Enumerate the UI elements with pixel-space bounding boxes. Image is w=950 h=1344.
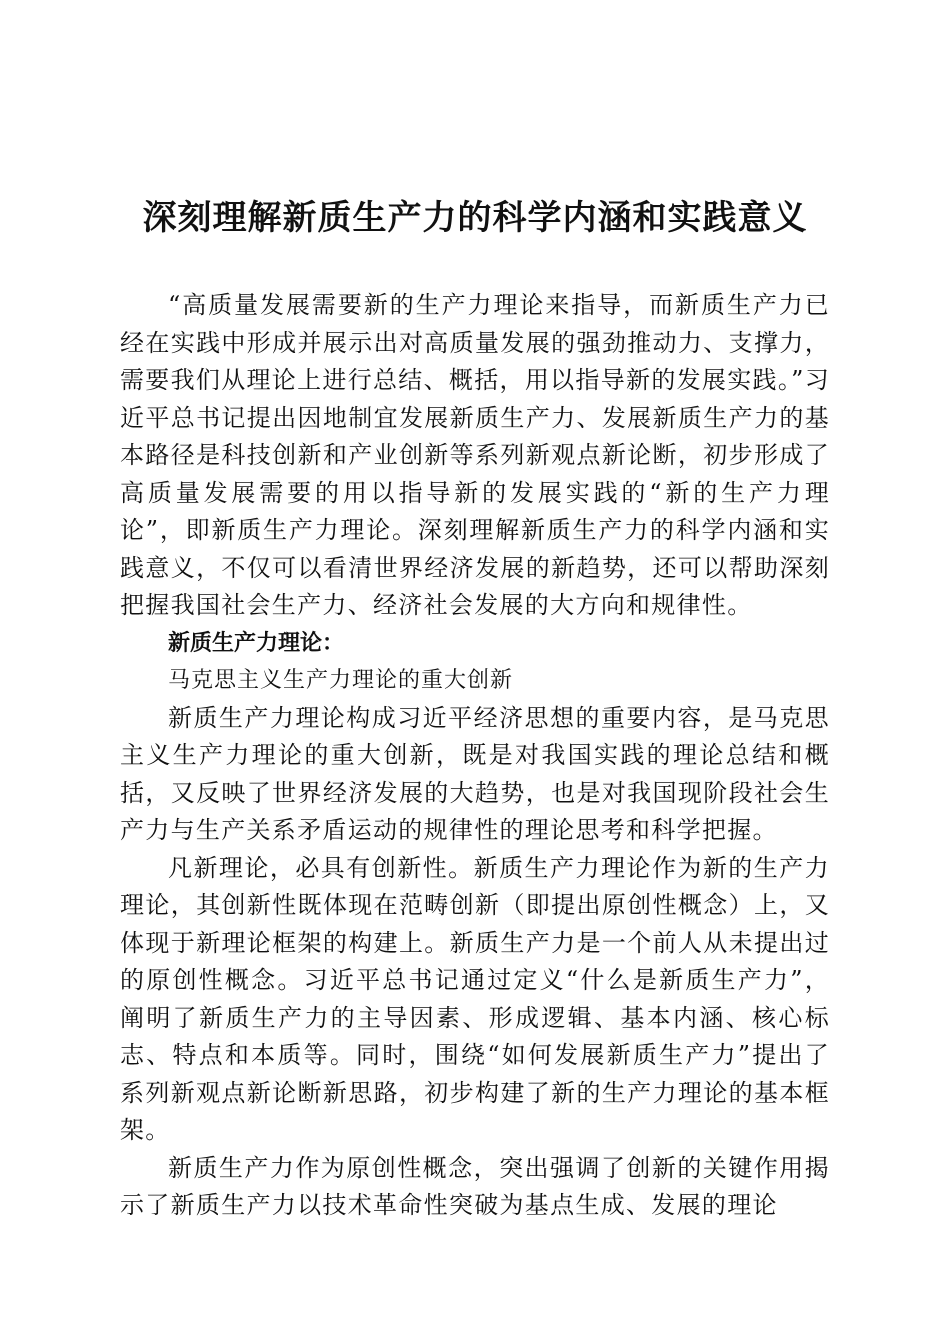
paragraph-original-concept: 新质生产力作为原创性概念，突出强调了创新的关键作用揭示了新质生产力以技术革命性突破为基点生成、发展的理论 xyxy=(120,1153,830,1219)
document-title: 深刻理解新质生产力的科学内涵和实践意义 xyxy=(142,198,808,238)
document-body xyxy=(120,287,830,1225)
paragraph-theory: 新质生产力理论构成习近平经济思想的重要内容，是马克思主义生产力理论的重大创新，既是对我国实践的理论总结和概括，又反映了世界经济发展的大趋势，也是对我国现阶段社会生产力与生产关系矛盾运动的规律性的理论思考和科学把握。 xyxy=(120,703,830,844)
section-heading: 新质生产力理论： xyxy=(168,630,345,656)
document-page xyxy=(120,0,830,1344)
paragraph-intro: “高质量发展需要新的生产力理论来指导，而新质生产力已经在实践中形成并展示出对高质量发展的强劲推动力、支撑力，需要我们从理论上进行总结、概括，用以指导新的发展实践。”习近平总书记提出因地制宜发展新质生产力、发展新质生产力的基本路径是科技创新和产业创新等系列新观点新论断，初步形成了高质量发展需要的用以指导新的发展实践的“新的生产力理论”，即新质生产力理论。深刻理解新质生产力的科学内涵和实践意义，不仅可以看清世界经济发展的新趋势，还可以帮助深刻把握我国社会生产力、经济社会发展的大方向和规律性。 xyxy=(120,291,830,619)
paragraph-innovation: 凡新理论，必具有创新性。新质生产力理论作为新的生产力理论，其创新性既体现在范畴创新（即提出原创性概念）上，又体现于新理论框架的构建上。新质生产力是一个前人从未提出过的原创性概念。习近平总书记通过定义“什么是新质生产力”，阐明了新质生产力的主导因素、形成逻辑、基本内涵、核心标志、特点和本质等。同时，围绕“如何发展新质生产力”提出了系列新观点新论断新思路，初步构建了新的生产力理论的基本框架。 xyxy=(120,853,830,1144)
section-subheading: 马克思主义生产力理论的重大创新 xyxy=(168,668,514,693)
